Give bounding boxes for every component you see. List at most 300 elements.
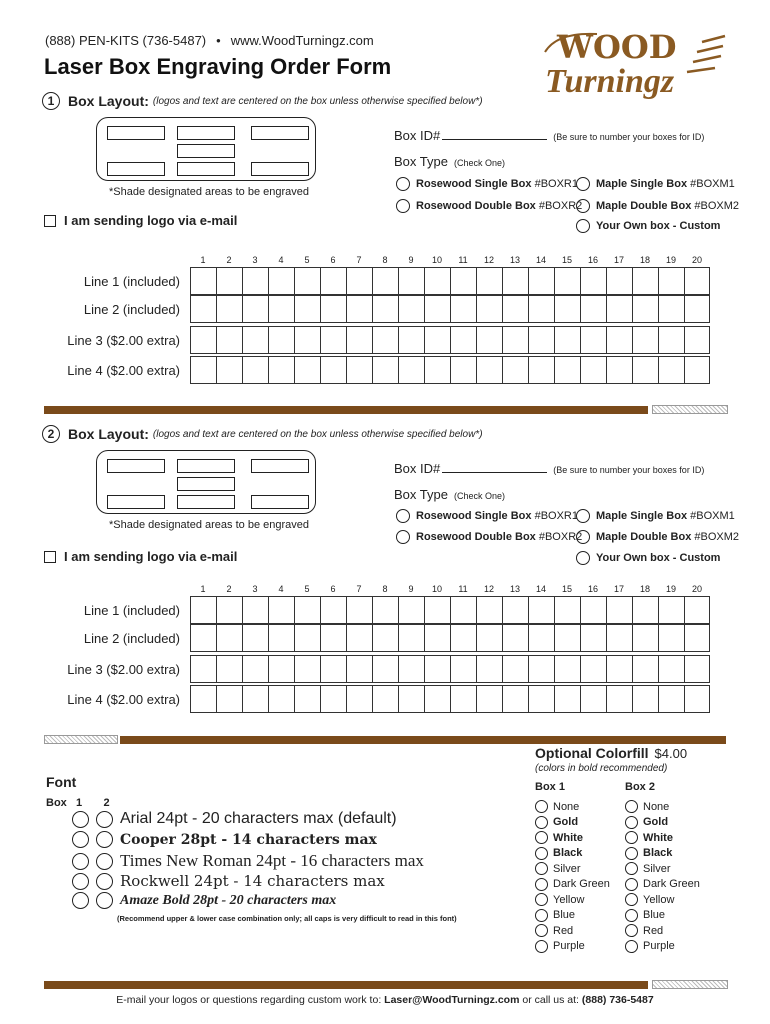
- radio-box1[interactable]: [72, 892, 89, 909]
- character-cell[interactable]: [606, 596, 632, 624]
- character-cell[interactable]: [502, 295, 528, 323]
- color-option[interactable]: [535, 799, 610, 815]
- character-cell[interactable]: [268, 596, 294, 624]
- engrave-area[interactable]: [177, 126, 235, 140]
- character-cell[interactable]: [294, 295, 320, 323]
- character-cell[interactable]: [450, 326, 476, 354]
- character-cell[interactable]: [346, 596, 372, 624]
- section-2-head: [42, 425, 483, 443]
- color-option[interactable]: [535, 815, 610, 831]
- radio-box2[interactable]: [96, 892, 113, 909]
- section-1-head: [42, 92, 483, 110]
- character-cell[interactable]: [372, 655, 398, 683]
- box-id-field[interactable]: [394, 461, 704, 476]
- character-cell[interactable]: [528, 655, 554, 683]
- radio-circle[interactable]: [535, 893, 548, 906]
- radio-circle[interactable]: [535, 909, 548, 922]
- character-cell[interactable]: [320, 624, 346, 652]
- character-cell[interactable]: [320, 655, 346, 683]
- radio-circle[interactable]: [625, 878, 638, 891]
- radio-box1[interactable]: [72, 873, 89, 890]
- section-divider-bar: [44, 406, 648, 414]
- radio-circle[interactable]: [576, 199, 590, 213]
- radio-box2[interactable]: [96, 873, 113, 890]
- character-cell[interactable]: [372, 685, 398, 713]
- character-cell[interactable]: [528, 624, 554, 652]
- character-cell[interactable]: [658, 624, 684, 652]
- character-cell[interactable]: [580, 596, 606, 624]
- character-cell[interactable]: [268, 356, 294, 384]
- radio-circle[interactable]: [625, 831, 638, 844]
- character-cell[interactable]: [684, 267, 710, 295]
- character-cell[interactable]: [632, 267, 658, 295]
- col-num: 9: [408, 255, 414, 265]
- character-cell[interactable]: [216, 685, 242, 713]
- engraving-line-1[interactable]: [190, 267, 710, 295]
- character-cell[interactable]: [632, 596, 658, 624]
- logo-text-bottom: Turningz: [545, 63, 675, 100]
- checkbox[interactable]: [44, 215, 56, 227]
- box-id-note: (Be sure to number your boxes for ID): [553, 465, 705, 475]
- radio-box2[interactable]: [96, 853, 113, 870]
- character-cell[interactable]: [476, 624, 502, 652]
- character-cell[interactable]: [320, 267, 346, 295]
- engraving-line-4[interactable]: [190, 356, 710, 384]
- box-option[interactable]: [576, 199, 739, 213]
- col-num: 4: [278, 255, 284, 265]
- character-cell[interactable]: [450, 655, 476, 683]
- color-name: Blue: [643, 909, 666, 922]
- color-option[interactable]: [625, 939, 700, 955]
- character-cell[interactable]: [580, 624, 606, 652]
- logo-email-checkbox-row[interactable]: [44, 549, 237, 564]
- character-cell[interactable]: [554, 326, 580, 354]
- character-cell[interactable]: [346, 685, 372, 713]
- header-website[interactable]: www.WoodTurningz.com: [230, 33, 374, 48]
- color-option[interactable]: [535, 923, 610, 939]
- color-option[interactable]: [535, 861, 610, 877]
- character-cell[interactable]: [216, 596, 242, 624]
- character-cell[interactable]: [424, 295, 450, 323]
- character-cell[interactable]: [502, 685, 528, 713]
- radio-circle[interactable]: [625, 893, 638, 906]
- box-option[interactable]: [396, 199, 582, 213]
- color-option[interactable]: [625, 815, 700, 831]
- box-layout-note: (logos and text are centered on the box unless otherwise specified below*): [152, 428, 483, 440]
- character-cell[interactable]: [632, 326, 658, 354]
- radio-circle[interactable]: [576, 530, 590, 544]
- character-cell[interactable]: [606, 267, 632, 295]
- character-cell[interactable]: [398, 356, 424, 384]
- box-type-note: (Check One): [453, 491, 505, 501]
- character-cell[interactable]: [658, 685, 684, 713]
- radio-circle[interactable]: [535, 847, 548, 860]
- character-cell[interactable]: [216, 267, 242, 295]
- character-cell[interactable]: [268, 326, 294, 354]
- footer-email[interactable]: Laser@WoodTurningz.com: [384, 994, 520, 1006]
- box-option[interactable]: [576, 219, 720, 233]
- character-cell[interactable]: [554, 624, 580, 652]
- box-option[interactable]: [576, 530, 739, 544]
- font-option[interactable]: [72, 892, 336, 909]
- character-cell[interactable]: [372, 596, 398, 624]
- option-name: Your Own box - Custom: [596, 552, 721, 564]
- radio-circle[interactable]: [535, 831, 548, 844]
- radio-box1[interactable]: [72, 811, 89, 828]
- character-cell[interactable]: [216, 326, 242, 354]
- radio-circle[interactable]: [535, 862, 548, 875]
- character-cell[interactable]: [268, 267, 294, 295]
- character-cell[interactable]: [424, 356, 450, 384]
- character-cell[interactable]: [190, 655, 216, 683]
- character-cell[interactable]: [320, 596, 346, 624]
- character-cell[interactable]: [242, 596, 268, 624]
- font-option[interactable]: [72, 872, 385, 890]
- engrave-area[interactable]: [251, 126, 309, 140]
- color-option[interactable]: [535, 830, 610, 846]
- logo-email-checkbox-row[interactable]: [44, 213, 237, 228]
- character-cell[interactable]: [398, 655, 424, 683]
- option-name: Rosewood Double Box: [416, 531, 536, 543]
- character-cell[interactable]: [632, 685, 658, 713]
- col-num: 8: [382, 255, 388, 265]
- character-cell[interactable]: [294, 655, 320, 683]
- character-cell[interactable]: [606, 356, 632, 384]
- character-cell[interactable]: [372, 267, 398, 295]
- checkbox[interactable]: [44, 551, 56, 563]
- character-cell[interactable]: [346, 655, 372, 683]
- character-cell[interactable]: [476, 655, 502, 683]
- character-cell[interactable]: [294, 356, 320, 384]
- engrave-area[interactable]: [107, 126, 165, 140]
- character-cell[interactable]: [502, 356, 528, 384]
- character-cell[interactable]: [450, 295, 476, 323]
- character-cell[interactable]: [450, 596, 476, 624]
- engraving-line-3[interactable]: [190, 326, 710, 354]
- character-cell[interactable]: [190, 267, 216, 295]
- box-id-field[interactable]: [394, 128, 704, 143]
- character-cell[interactable]: [632, 655, 658, 683]
- col-num: 18: [639, 255, 650, 265]
- col-num: 1: [200, 584, 206, 594]
- colorfill-price: $4.00: [654, 746, 688, 761]
- character-cell[interactable]: [268, 295, 294, 323]
- character-cell[interactable]: [450, 356, 476, 384]
- color-option[interactable]: [625, 799, 700, 815]
- character-cell[interactable]: [554, 655, 580, 683]
- col-num: 11: [458, 255, 468, 265]
- character-cell[interactable]: [684, 295, 710, 323]
- character-cell[interactable]: [606, 655, 632, 683]
- box-option[interactable]: [576, 177, 735, 191]
- character-cell[interactable]: [242, 326, 268, 354]
- engrave-area[interactable]: [251, 459, 309, 473]
- radio-circle[interactable]: [625, 800, 638, 813]
- character-cell[interactable]: [606, 685, 632, 713]
- character-cell[interactable]: [216, 356, 242, 384]
- character-cell[interactable]: [268, 624, 294, 652]
- color-option[interactable]: [625, 923, 700, 939]
- character-cell[interactable]: [346, 624, 372, 652]
- font-option[interactable]: [72, 810, 397, 828]
- character-cell[interactable]: [658, 267, 684, 295]
- character-cell[interactable]: [190, 326, 216, 354]
- engrave-area[interactable]: [177, 144, 235, 158]
- box-id-input[interactable]: [442, 128, 547, 140]
- character-cell[interactable]: [346, 326, 372, 354]
- option-code: #BOXR2: [538, 531, 583, 543]
- engrave-area[interactable]: [177, 477, 235, 491]
- character-cell[interactable]: [216, 295, 242, 323]
- option-code: #BOXM2: [694, 531, 740, 543]
- option-code: #BOXM1: [690, 178, 735, 190]
- character-cell[interactable]: [372, 356, 398, 384]
- character-cell[interactable]: [346, 356, 372, 384]
- character-cell[interactable]: [684, 326, 710, 354]
- character-cell[interactable]: [372, 326, 398, 354]
- character-cell[interactable]: [606, 326, 632, 354]
- character-cell[interactable]: [268, 685, 294, 713]
- engraving-line-1[interactable]: [190, 596, 710, 624]
- character-cell[interactable]: [242, 295, 268, 323]
- character-cell[interactable]: [398, 624, 424, 652]
- box-option[interactable]: [396, 177, 578, 191]
- footer-prefix: E-mail your logos or questions regarding custom work to:: [116, 994, 385, 1006]
- character-cell[interactable]: [216, 624, 242, 652]
- character-cell[interactable]: [190, 356, 216, 384]
- character-cell[interactable]: [554, 267, 580, 295]
- character-cell[interactable]: [684, 624, 710, 652]
- engrave-area[interactable]: [107, 459, 165, 473]
- option-name: Rosewood Double Box: [416, 200, 536, 212]
- character-cell[interactable]: [190, 685, 216, 713]
- character-cell[interactable]: [606, 295, 632, 323]
- character-cell[interactable]: [528, 685, 554, 713]
- radio-circle[interactable]: [535, 940, 548, 953]
- character-cell[interactable]: [580, 326, 606, 354]
- color-option[interactable]: [625, 908, 700, 924]
- character-cell[interactable]: [424, 624, 450, 652]
- character-cell[interactable]: [294, 624, 320, 652]
- option-name: Your Own box - Custom: [596, 220, 721, 232]
- character-cell[interactable]: [476, 356, 502, 384]
- radio-circle[interactable]: [535, 878, 548, 891]
- engrave-area[interactable]: [107, 162, 165, 176]
- character-cell[interactable]: [476, 326, 502, 354]
- character-cell[interactable]: [580, 655, 606, 683]
- character-cell[interactable]: [476, 685, 502, 713]
- character-cell[interactable]: [502, 267, 528, 295]
- character-cell[interactable]: [502, 596, 528, 624]
- engrave-area[interactable]: [251, 495, 309, 509]
- character-cell[interactable]: [424, 267, 450, 295]
- character-cell[interactable]: [242, 655, 268, 683]
- radio-circle[interactable]: [396, 199, 410, 213]
- character-cell[interactable]: [684, 356, 710, 384]
- radio-circle[interactable]: [396, 509, 410, 523]
- radio-circle[interactable]: [625, 816, 638, 829]
- color-option[interactable]: [625, 877, 700, 893]
- character-cell[interactable]: [580, 685, 606, 713]
- color-option[interactable]: [535, 892, 610, 908]
- color-option[interactable]: [535, 846, 610, 862]
- radio-circle[interactable]: [535, 816, 548, 829]
- font-option[interactable]: [72, 851, 424, 871]
- radio-box1[interactable]: [72, 831, 89, 848]
- radio-circle[interactable]: [576, 551, 590, 565]
- radio-circle[interactable]: [625, 862, 638, 875]
- character-cell[interactable]: [450, 624, 476, 652]
- character-cell[interactable]: [346, 295, 372, 323]
- character-cell[interactable]: [606, 624, 632, 652]
- character-cell[interactable]: [528, 356, 554, 384]
- radio-circle[interactable]: [576, 219, 590, 233]
- font-option-label: Arial 24pt - 20 characters max (default): [120, 810, 397, 827]
- engraving-line-3[interactable]: [190, 655, 710, 683]
- box2-heading: Box 2: [625, 781, 655, 793]
- character-cell[interactable]: [528, 326, 554, 354]
- option-code: #BOXR2: [538, 200, 583, 212]
- color-option[interactable]: [535, 939, 610, 955]
- engraving-line-2[interactable]: [190, 624, 710, 652]
- character-cell[interactable]: [424, 685, 450, 713]
- col-num: 3: [252, 584, 258, 594]
- character-cell[interactable]: [554, 596, 580, 624]
- character-cell[interactable]: [294, 267, 320, 295]
- character-cell[interactable]: [398, 685, 424, 713]
- box-option[interactable]: [396, 530, 582, 544]
- character-cell[interactable]: [294, 685, 320, 713]
- character-cell[interactable]: [528, 596, 554, 624]
- color-option[interactable]: [625, 846, 700, 862]
- character-cell[interactable]: [424, 596, 450, 624]
- option-name: Rosewood Single Box: [416, 178, 532, 190]
- color-option[interactable]: [625, 830, 700, 846]
- line-label: Line 4 ($2.00 extra): [67, 363, 180, 378]
- character-cell[interactable]: [398, 295, 424, 323]
- character-cell[interactable]: [658, 596, 684, 624]
- character-cell[interactable]: [684, 596, 710, 624]
- character-cell[interactable]: [320, 685, 346, 713]
- engraving-line-4[interactable]: [190, 685, 710, 713]
- character-cell[interactable]: [450, 267, 476, 295]
- character-cell[interactable]: [528, 267, 554, 295]
- character-cell[interactable]: [424, 326, 450, 354]
- color-name: Purple: [553, 940, 585, 953]
- character-cell[interactable]: [320, 356, 346, 384]
- character-cell[interactable]: [372, 624, 398, 652]
- character-cell[interactable]: [658, 356, 684, 384]
- character-cell[interactable]: [554, 356, 580, 384]
- radio-box2[interactable]: [96, 831, 113, 848]
- character-cell[interactable]: [398, 596, 424, 624]
- character-cell[interactable]: [450, 685, 476, 713]
- character-cell[interactable]: [658, 655, 684, 683]
- engrave-area[interactable]: [177, 495, 235, 509]
- radio-circle[interactable]: [576, 509, 590, 523]
- character-cell[interactable]: [632, 356, 658, 384]
- character-cell[interactable]: [502, 624, 528, 652]
- character-cell[interactable]: [242, 267, 268, 295]
- character-cell[interactable]: [476, 267, 502, 295]
- box-option[interactable]: [396, 509, 578, 523]
- character-cell[interactable]: [320, 326, 346, 354]
- engraving-line-2[interactable]: [190, 295, 710, 323]
- col-num: 8: [382, 584, 388, 594]
- character-cell[interactable]: [580, 267, 606, 295]
- box-option[interactable]: [576, 509, 735, 523]
- character-cell[interactable]: [528, 295, 554, 323]
- radio-circle[interactable]: [625, 924, 638, 937]
- radio-circle[interactable]: [535, 800, 548, 813]
- character-cell[interactable]: [580, 356, 606, 384]
- engrave-area[interactable]: [251, 162, 309, 176]
- engrave-area[interactable]: [177, 459, 235, 473]
- character-cell[interactable]: [476, 295, 502, 323]
- character-cell[interactable]: [190, 596, 216, 624]
- radio-circle[interactable]: [625, 909, 638, 922]
- color-option[interactable]: [625, 861, 700, 877]
- color-option[interactable]: [625, 892, 700, 908]
- box-id-input[interactable]: [442, 461, 547, 473]
- character-cell[interactable]: [502, 326, 528, 354]
- font-option[interactable]: [72, 831, 377, 848]
- radio-circle[interactable]: [535, 924, 548, 937]
- character-cell[interactable]: [554, 295, 580, 323]
- character-cell[interactable]: [476, 596, 502, 624]
- character-cell[interactable]: [398, 267, 424, 295]
- character-cell[interactable]: [346, 267, 372, 295]
- character-cell[interactable]: [398, 326, 424, 354]
- box-option[interactable]: [576, 551, 720, 565]
- radio-box1[interactable]: [72, 853, 89, 870]
- color-option[interactable]: [535, 908, 610, 924]
- radio-box2[interactable]: [96, 811, 113, 828]
- character-cell[interactable]: [632, 295, 658, 323]
- option-code: #BOXM1: [690, 510, 735, 522]
- character-cell[interactable]: [372, 295, 398, 323]
- character-cell[interactable]: [320, 295, 346, 323]
- character-cell[interactable]: [190, 295, 216, 323]
- character-cell[interactable]: [658, 326, 684, 354]
- character-cell[interactable]: [684, 655, 710, 683]
- radio-circle[interactable]: [576, 177, 590, 191]
- character-cell[interactable]: [294, 326, 320, 354]
- character-cell[interactable]: [242, 685, 268, 713]
- character-cell[interactable]: [684, 685, 710, 713]
- radio-circle[interactable]: [396, 177, 410, 191]
- engrave-area[interactable]: [177, 162, 235, 176]
- character-cell[interactable]: [580, 295, 606, 323]
- color-option[interactable]: [535, 877, 610, 893]
- character-cell[interactable]: [554, 685, 580, 713]
- character-cell[interactable]: [216, 655, 242, 683]
- character-cell[interactable]: [424, 655, 450, 683]
- character-cell[interactable]: [190, 624, 216, 652]
- character-cell[interactable]: [242, 624, 268, 652]
- radio-circle[interactable]: [396, 530, 410, 544]
- character-cell[interactable]: [268, 655, 294, 683]
- character-cell[interactable]: [242, 356, 268, 384]
- radio-circle[interactable]: [625, 940, 638, 953]
- engrave-area[interactable]: [107, 495, 165, 509]
- character-cell[interactable]: [658, 295, 684, 323]
- radio-circle[interactable]: [625, 847, 638, 860]
- character-cell[interactable]: [502, 655, 528, 683]
- character-cell[interactable]: [294, 596, 320, 624]
- character-cell[interactable]: [632, 624, 658, 652]
- section-number: 1: [42, 92, 60, 110]
